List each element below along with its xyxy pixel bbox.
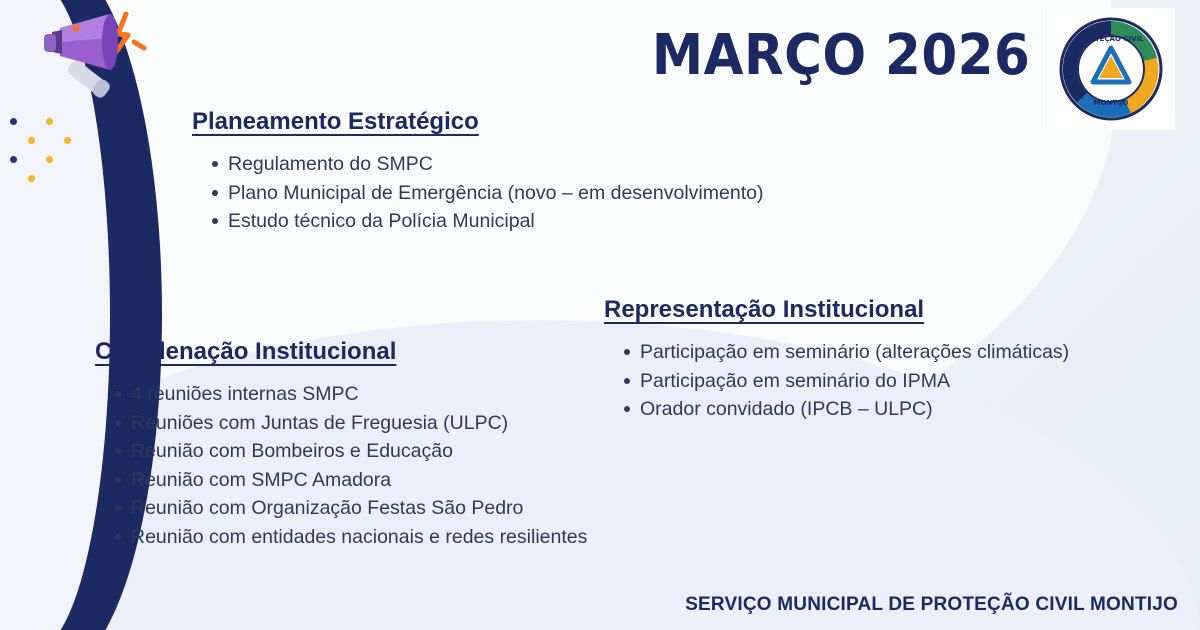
list-item: Reunião com entidades nacionais e redes resilientes [131,523,587,552]
section-representacao-institucional [604,296,1069,424]
list-item: Estudo técnico da Polícia Municipal [228,207,763,236]
list-item: Reunião com SMPC Amadora [131,466,587,495]
list-item: Reuniões com Juntas de Freguesia (ULPC) [131,409,587,438]
page-title: MARÇO 2026 [651,23,1030,88]
section-list [95,380,587,551]
section-heading: Planeamento Estratégico [192,108,479,135]
footer-text: SERVIÇO MUNICIPAL DE PROTEÇÃO CIVIL MONTIJO [685,594,1178,615]
list-item: 4 reuniões internas SMPC [131,380,587,409]
logo [1047,8,1175,130]
section-list [192,150,763,236]
list-item: Reunião com Organização Festas São Pedro [131,494,587,523]
list-item: Plano Municipal de Emergência (novo – em desenvolvimento) [228,179,763,208]
logo-bottom-text: MONTIJO [1093,99,1129,107]
decorative-dots [10,118,82,194]
section-list [604,338,1069,424]
list-item: Regulamento do SMPC [228,150,763,179]
list-item: Orador convidado (IPCB – ULPC) [640,395,1069,424]
section-planeamento-estrategico [192,108,763,236]
logo-top-text: PROTEÇÃO CIVIL [1078,35,1144,43]
section-heading: Representação Institucional [604,296,925,323]
list-item: Participação em seminário do IPMA [640,367,1069,396]
section-coordenacao-institucional [95,338,587,551]
section-heading: Coordenação Institucional [95,338,397,365]
list-item: Participação em seminário (alterações climáticas) [640,338,1069,367]
megaphone-icon [30,8,150,118]
list-item: Reunião com Bombeiros e Educação [131,437,587,466]
